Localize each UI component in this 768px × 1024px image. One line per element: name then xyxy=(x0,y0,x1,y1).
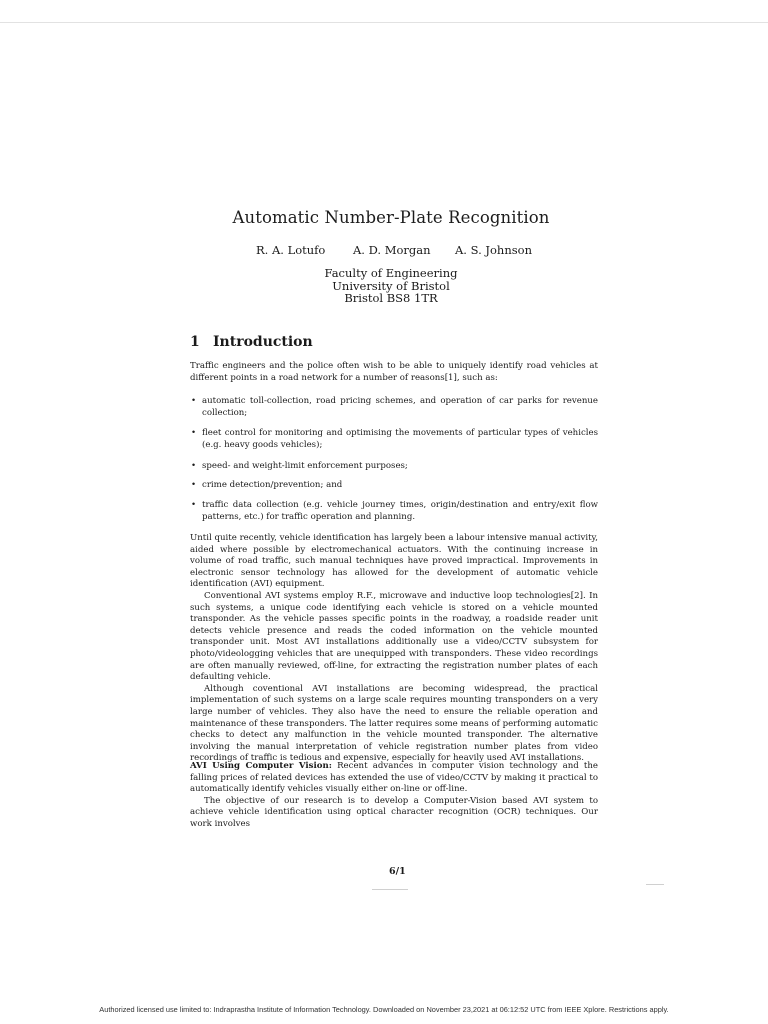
list-item-text: crime detection/prevention; and xyxy=(202,480,343,490)
author-3: A. S. Johnson xyxy=(455,243,532,257)
list-item xyxy=(191,480,598,492)
author-1: R. A. Lotufo xyxy=(256,243,326,257)
bullet-icon: • xyxy=(191,461,197,471)
affiliation-line: University of Bristol xyxy=(332,278,450,293)
body-text xyxy=(190,533,598,765)
bullet-icon: • xyxy=(191,396,197,406)
affiliation xyxy=(0,267,768,305)
scan-artifact-line xyxy=(646,884,664,885)
section-title: Introduction xyxy=(213,334,313,350)
objective-paragraph: The objective of our research is to develop a Computer-Vision based AVI system to achieve vehicle identification using optical character recognition (OCR) techniques. Our work involves xyxy=(190,795,598,829)
bullet-icon: • xyxy=(191,500,197,510)
avi-paragraph xyxy=(190,761,598,796)
paper-title: Automatic Number-Plate Recognition xyxy=(232,208,550,227)
avi-section xyxy=(190,761,598,831)
avi-heading: AVI Using Computer Vision: xyxy=(190,761,332,771)
avi-text: Recent advances in computer vision technology and the falling prices of related devices has extended the use of video/CCTV by making it practical to automatically identify vehicles visually either on-line or off-line. xyxy=(190,761,599,795)
affiliation-line: Bristol BS8 1TR xyxy=(344,291,438,305)
bullet-icon: • xyxy=(191,480,197,490)
section-heading xyxy=(190,334,313,350)
scan-edge-line xyxy=(0,22,768,23)
body-paragraph: Conventional AVI systems employ R.F., microwave and inductive loop technologies[2]. In such systems, a unique code identifying each vehicle is stored on a vehicle mounted transponder. As the vehicle passes specific points in the roadway, a roadside reader unit detects vehicle presence and reads the coded information on the vehicle mounted transponder unit. Most AVI installations additionally use a video/CCTV subsystem for photo/videologging vehicles that are unequipped with transponders. These video recordings are often manually reviewed, off-line, for extracting the registration number plates of each defaulting vehicle. xyxy=(190,590,598,683)
list-item xyxy=(191,461,598,473)
page-number: 6/1 xyxy=(389,866,406,877)
license-footer: Authorized licensed use limited to: Indraprastha Institute of Information Technology. Downloaded on November 23,2021 at 06:12:52 UTC from IEEE Xplore. Restrictions apply. xyxy=(99,1005,669,1014)
scan-artifact-line xyxy=(372,889,408,890)
affiliation-line: Faculty of Engineering xyxy=(324,266,458,280)
body-paragraph: Although coventional AVI installations are becoming widespread, the practical implementation of such systems on a large scale requires mounting transponders on a very large number of vehicles. They also have the need to ensure the reliable operation and maintenance of these transponders. The latter requires some means of performing automatic checks to detect any malfunction in the vehicle mounted transponder. The alternative involving the manual interpretation of vehicle registration number plates from video recordings of traffic is tedious and expensive, especially for heavily used AVI installations. xyxy=(190,683,598,764)
list-item xyxy=(191,428,598,451)
section-number: 1 xyxy=(190,334,200,350)
bullet-icon: • xyxy=(191,428,197,438)
author-2: A. D. Morgan xyxy=(353,243,431,257)
list-item xyxy=(191,500,598,523)
intro-paragraph: Traffic engineers and the police often wish to be able to uniquely identify road vehicles at different points in a road network for a number of reasons[1], such as: xyxy=(190,361,598,383)
list-item xyxy=(191,396,598,419)
list-item-text: speed- and weight-limit enforcement purposes; xyxy=(202,461,408,471)
list-item-text: fleet control for monitoring and optimising the movements of particular types of vehicles (e.g. heavy goods vehicles); xyxy=(202,428,598,450)
list-item-text: traffic data collection (e.g. vehicle journey times, origin/destination and entry/exit flow patterns, etc.) for traffic operation and planning. xyxy=(202,500,598,522)
list-item-text: automatic toll-collection, road pricing schemes, and operation of car parks for revenue collection; xyxy=(202,396,598,418)
body-paragraph: Until quite recently, vehicle identification has largely been a labour intensive manual activity, aided where possible by electromechanical actuators. With the continuing increase in volume of road traffic, such manual techniques have proved impractical. Improvements in electronic sensor technology has allowed for the development of automatic vehicle identification (AVI) equipment. xyxy=(190,533,598,590)
